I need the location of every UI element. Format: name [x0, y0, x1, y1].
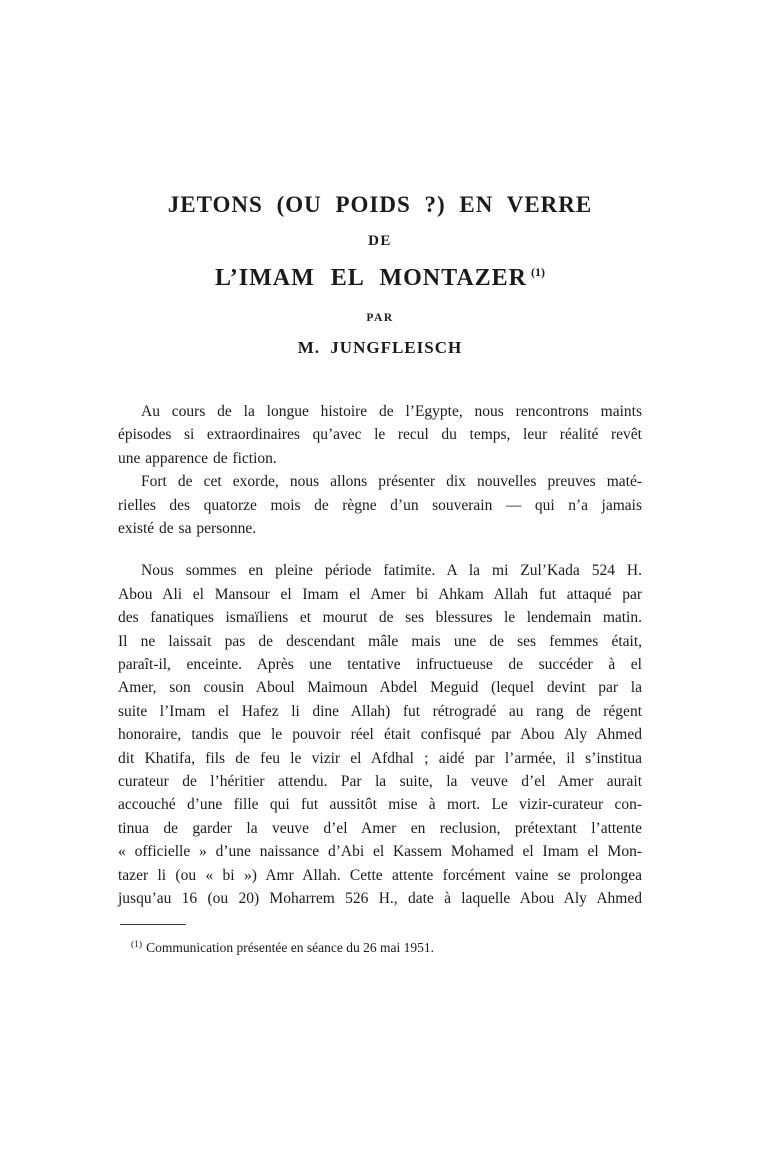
paragraph: [118, 400, 642, 470]
body-line: Nous sommes en pleine période fatimite. A la mi Zul’Kada 524 H.: [141, 562, 642, 580]
byline-label: PAR: [366, 312, 394, 324]
body-line: « officielle » d’une naissance d’Abi el Kassem Mohamed el Imam el Mon-: [118, 843, 642, 861]
body-section-narrative: [118, 559, 642, 910]
body-line: existé de sa personne.: [118, 519, 257, 537]
body-line: paraît-il, enceinte. Après une tentative infructueuse de succéder à el: [118, 655, 642, 673]
body-line: tazer li (ou « bi ») Amr Allah. Cette attente forcément vaine se prolongea: [118, 866, 642, 884]
body-line: épisodes si extraordinaires qu’avec le recul du temps, leur réalité revêt: [118, 426, 642, 444]
footnote-reference: (1): [531, 265, 546, 279]
body-line: une apparence de fiction.: [118, 449, 277, 467]
body-section-intro: [118, 400, 642, 540]
body-line: accouché d’une fille qui fut aussitôt mise à mort. Le vizir-curateur con-: [118, 796, 642, 814]
body-line: des fanatiques ismaïliens et mourut de ses blessures le lendemain matin.: [118, 609, 642, 627]
article-title-line2: [0, 266, 760, 290]
body-line: jusqu’au 16 (ou 20) Moharrem 526 H., date à laquelle Abou Aly Ahmed: [118, 890, 642, 908]
body-line: dit Khatifa, fils de feu le vizir el Afdhal ; aidé par l’armée, il s’institua: [118, 749, 642, 767]
article-body: [118, 400, 642, 911]
body-line: honoraire, tandis que le pouvoir réel était confisqué par Abou Aly Ahmed: [118, 726, 642, 744]
title-connector: DE: [368, 233, 392, 249]
body-line: curateur de l’héritier attendu. Par la suite, la veuve d’el Amer aurait: [118, 772, 642, 790]
paragraph: [118, 470, 642, 540]
footnote-marker: (1): [131, 940, 143, 951]
body-line: Amer, son cousin Aboul Maimoun Abdel Meguid (lequel devint par la: [118, 679, 642, 697]
body-line: tinua de garder la veuve d’el Amer en reclusion, prétextant l’attente: [118, 819, 642, 837]
footnote-area: [118, 924, 642, 957]
author-name: M. JUNGFLEISCH: [297, 337, 463, 357]
article-header: [0, 0, 760, 358]
footnote-text: Communication présentée en séance du 26 mai 1951.: [146, 940, 434, 956]
footnote: [118, 936, 642, 957]
footnote-separator-rule: [120, 924, 186, 925]
article-title-line1: JETONS (OU POIDS ?) EN VERRE: [167, 192, 593, 217]
article-title-line2-text: L’IMAM EL MONTAZER: [214, 265, 528, 291]
paragraph: [118, 559, 642, 910]
body-line: suite l’Imam el Hafez li dine Allah) fut rétrogradé au rang de régent: [118, 702, 642, 720]
body-line: Il ne laissait pas de descendant mâle mais une de ses femmes était,: [118, 632, 642, 650]
body-line: Fort de cet exorde, nous allons présenter dix nouvelles preuves maté-: [141, 473, 642, 491]
body-line: Au cours de la longue histoire de l’Egypte, nous rencontrons maints: [141, 402, 642, 420]
body-line: rielles des quatorze mois de règne d’un souverain — qui n’a jamais: [118, 496, 642, 514]
body-line: Abou Ali el Mansour el Imam el Amer bi Ahkam Allah fut attaqué par: [118, 585, 642, 603]
